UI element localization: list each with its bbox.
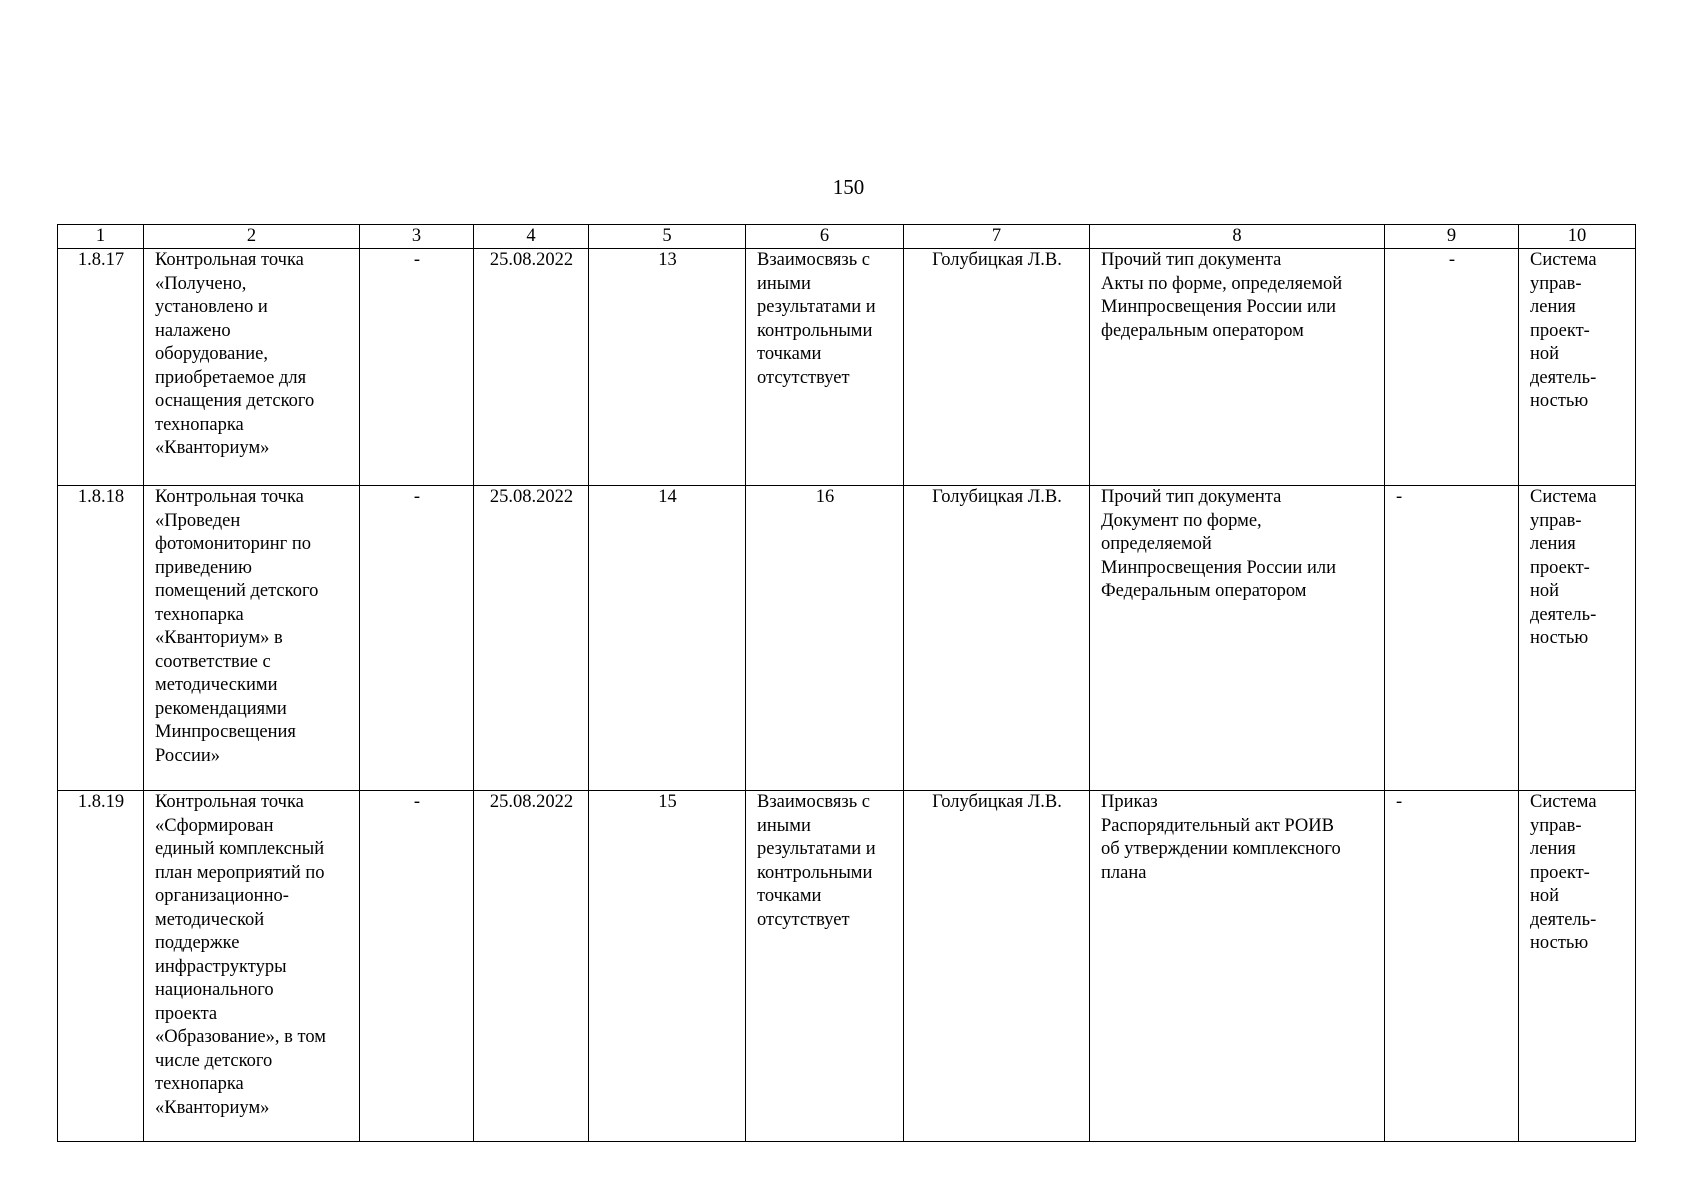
text-line: ления [1530,534,1576,554]
header-cell: 6 [746,225,904,249]
text-line: числе детского [155,1050,273,1071]
responsible-person: Голубицкая Л.В. [904,791,1090,1142]
text-line: результатами и [757,297,876,317]
text-line: иными [757,273,811,294]
text-line: Акты по форме, определяемой [1101,273,1343,294]
row-number: 1.8.17 [58,249,144,486]
text-line: методическими [155,675,278,695]
text-line: управ- [1530,273,1582,294]
text-line: «Проведен [155,510,241,531]
text-line: 16 [815,487,835,507]
text-line: «Кванториум» [155,438,270,458]
text-line: отсутствует [757,367,850,388]
relation-cell [746,486,904,791]
system-cell [1519,791,1636,1142]
col5-value: 14 [589,486,746,791]
text-line: «Сформирован [155,815,274,836]
text-line: организационно- [155,886,289,906]
header-cell: 5 [589,225,746,249]
text-line: оснащения детского [155,391,315,411]
text-line: результатами и [757,839,876,859]
document-cell [1090,486,1385,791]
text-line: методической [155,909,265,930]
text-line: проект- [1530,320,1590,341]
col9-value: - [1385,486,1519,791]
checkpoint-name [144,791,360,1142]
text-line: ления [1530,297,1576,317]
text-line: Прочий тип документа [1101,487,1282,507]
text-line: Документ по форме, [1101,510,1262,531]
header-cell: 7 [904,225,1090,249]
table-row [58,249,1636,486]
text-line: Система [1530,250,1597,270]
col3-value: - [360,249,474,486]
text-line: деятель- [1530,604,1597,625]
date-value: 25.08.2022 [474,486,589,791]
text-line: приведению [155,557,252,578]
text-line: Взаимосвязь с [757,792,870,812]
document-cell [1090,791,1385,1142]
text-line: Приказ [1101,792,1158,812]
row-number: 1.8.18 [58,486,144,791]
text-line: «Кванториум» [155,1097,270,1118]
col5-value: 13 [589,249,746,486]
document-cell [1090,249,1385,486]
row-number: 1.8.19 [58,791,144,1142]
text-line: рекомендациями [155,698,287,719]
text-line: национального [155,980,274,1000]
text-line: контрольными [757,320,873,341]
text-line: деятель- [1530,909,1597,930]
header-cell: 10 [1519,225,1636,249]
col3-value: - [360,791,474,1142]
relation-cell [746,791,904,1142]
text-line: об утверждении комплексного [1101,839,1341,859]
text-line: «Получено, [155,273,247,294]
date-value: 25.08.2022 [474,791,589,1142]
text-line: проект- [1530,862,1590,883]
text-line: ной [1530,344,1560,364]
checkpoint-name [144,486,360,791]
text-line: Взаимосвязь с [757,250,870,270]
text-line: ной [1530,581,1560,601]
text-line: поддержке [155,933,240,953]
text-line: ностью [1530,933,1589,953]
checkpoint-name [144,249,360,486]
text-line: точками [757,344,822,364]
text-line: деятель- [1530,367,1597,388]
text-line: оборудование, [155,344,269,364]
header-cell: 2 [144,225,360,249]
text-line: отсутствует [757,909,850,930]
text-line: «Образование», в том [155,1027,326,1047]
text-line: Распорядительный акт РОИВ [1101,815,1334,836]
text-line: соответствие с [155,651,271,672]
text-line: технопарка [155,604,244,625]
col5-value: 15 [589,791,746,1142]
text-line: единый комплексный [155,839,325,859]
system-cell [1519,486,1636,791]
text-line: ностью [1530,391,1589,411]
header-cell: 9 [1385,225,1519,249]
date-value: 25.08.2022 [474,249,589,486]
table-row [58,486,1636,791]
text-line: «Кванториум» в [155,628,283,648]
text-line: Контрольная точка [155,487,304,507]
text-line: проект- [1530,557,1590,578]
text-line: Система [1530,792,1597,812]
text-line: ления [1530,839,1576,859]
text-line: налажено [155,320,231,341]
text-line: контрольными [757,862,873,883]
text-line: Система [1530,487,1597,507]
text-line: план мероприятий по [155,862,325,883]
text-line: Контрольная точка [155,792,304,812]
text-line: управ- [1530,815,1582,836]
text-line: точками [757,886,822,906]
text-line: иными [757,815,811,836]
text-line: помещений детского [155,581,319,601]
system-cell [1519,249,1636,486]
plan-table [57,224,1636,1142]
text-line: Прочий тип документа [1101,250,1282,270]
header-row [58,225,1636,249]
text-line: инфраструктуры [155,956,287,977]
text-line: Минпросвещения России или [1101,297,1336,317]
text-line: Контрольная точка [155,250,304,270]
text-line: технопарка [155,414,244,435]
text-line: ностью [1530,628,1589,648]
col9-value: - [1385,249,1519,486]
text-line: управ- [1530,510,1582,531]
text-line: Федеральным оператором [1101,581,1307,601]
text-line: Минпросвещения [155,722,296,742]
text-line: технопарка [155,1074,244,1094]
text-line: приобретаемое для [155,367,307,388]
text-line: ной [1530,886,1560,906]
header-cell: 1 [58,225,144,249]
text-line: плана [1101,862,1147,883]
relation-cell [746,249,904,486]
text-line: определяемой [1101,534,1212,554]
header-cell: 8 [1090,225,1385,249]
responsible-person: Голубицкая Л.В. [904,249,1090,486]
header-cell: 4 [474,225,589,249]
text-line: России» [155,745,221,766]
text-line: фотомониторинг по [155,534,311,554]
col9-value: - [1385,791,1519,1142]
text-line: федеральным оператором [1101,320,1304,341]
table-row [58,791,1636,1142]
col3-value: - [360,486,474,791]
header-cell: 3 [360,225,474,249]
responsible-person: Голубицкая Л.В. [904,486,1090,791]
text-line: Минпросвещения России или [1101,557,1336,578]
text-line: проекта [155,1003,218,1024]
page-number: 150 [832,175,865,199]
text-line: установлено и [155,297,268,317]
